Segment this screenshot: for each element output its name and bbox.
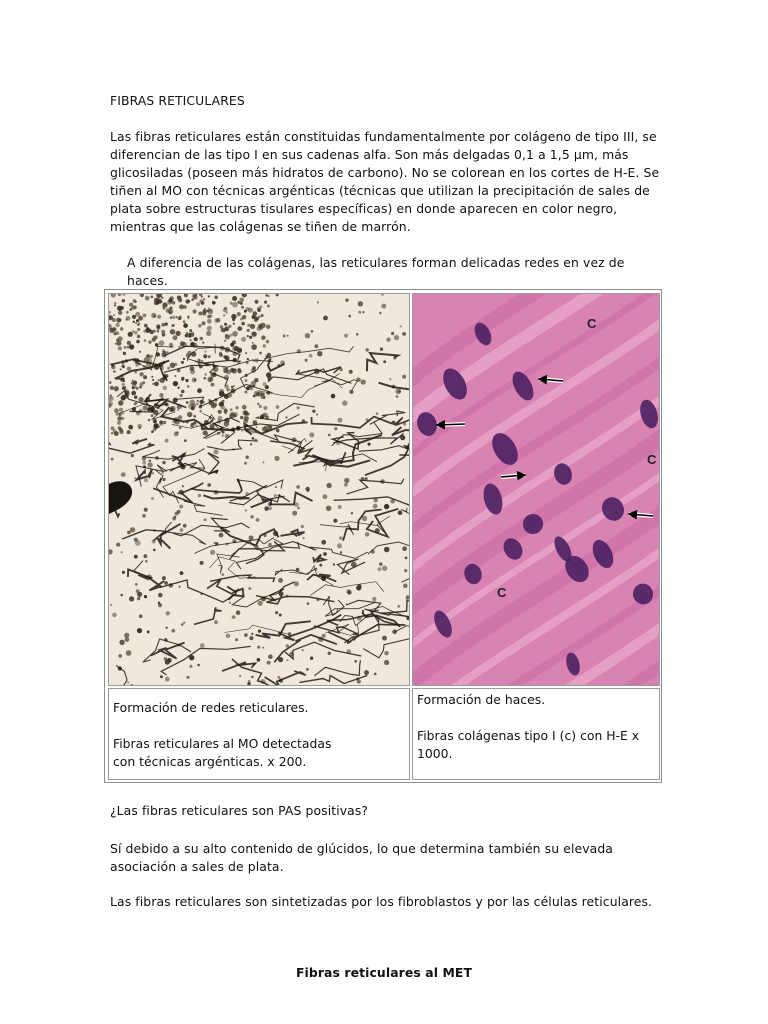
- right-caption-title: Formación de haces.: [417, 692, 546, 707]
- collagen-fibers-micrograph: [412, 293, 660, 686]
- collagen-label-c: C: [587, 316, 597, 331]
- pas-question: ¿Las fibras reticulares son PAS positivas?: [110, 803, 369, 818]
- collagen-label-c: C: [647, 452, 657, 467]
- pas-answer: Sí debido a su alto contenido de glúcidos, lo que determina también su elevada asociación a sales de plata.: [110, 841, 613, 874]
- left-caption-cell: [108, 688, 410, 780]
- arrow-icon: [437, 424, 465, 425]
- left-caption-title: Formación de redes reticulares.: [113, 700, 309, 715]
- he-stain-image: [413, 294, 659, 685]
- collagen-label-c: C: [497, 585, 507, 600]
- page-title: FIBRAS RETICULARES: [110, 93, 245, 108]
- intro-paragraph: Las fibras reticulares están constituidas fundamentalmente por colágeno de tipo III, se diferencian de las tipo I en sus cadenas alfa. Son más delgadas 0,1 a 1,5 µm, más glicosiladas (poseen más hidratos de carbono). No se colorean en los cortes de H-E. Se tiñen al MO con técnicas argénticas (técnicas que utilizan la precipitación de sales de plata sobre estructuras tisulares específicas) en donde aparecen en color negro, mientras que las colágenas se tiñen de marrón.: [110, 129, 660, 234]
- right-caption-cell: [412, 688, 660, 780]
- difference-paragraph: A diferencia de las colágenas, las reticulares forman delicadas redes en vez de haces.: [127, 255, 625, 288]
- left-caption-text: Fibras reticulares al MO detectadas con técnicas argénticas. x 200.: [113, 736, 332, 769]
- synthesis-paragraph: Las fibras reticulares son sintetizadas por los fibroblastos y por las células reticulares.: [110, 894, 653, 909]
- silver-stain-image: [109, 294, 409, 685]
- figure-table: [104, 289, 662, 783]
- reticular-fibers-micrograph: [108, 293, 410, 686]
- right-caption-text: Fibras colágenas tipo I (c) con H-E x 1000.: [417, 728, 640, 761]
- met-heading: Fibras reticulares al MET: [295, 965, 473, 980]
